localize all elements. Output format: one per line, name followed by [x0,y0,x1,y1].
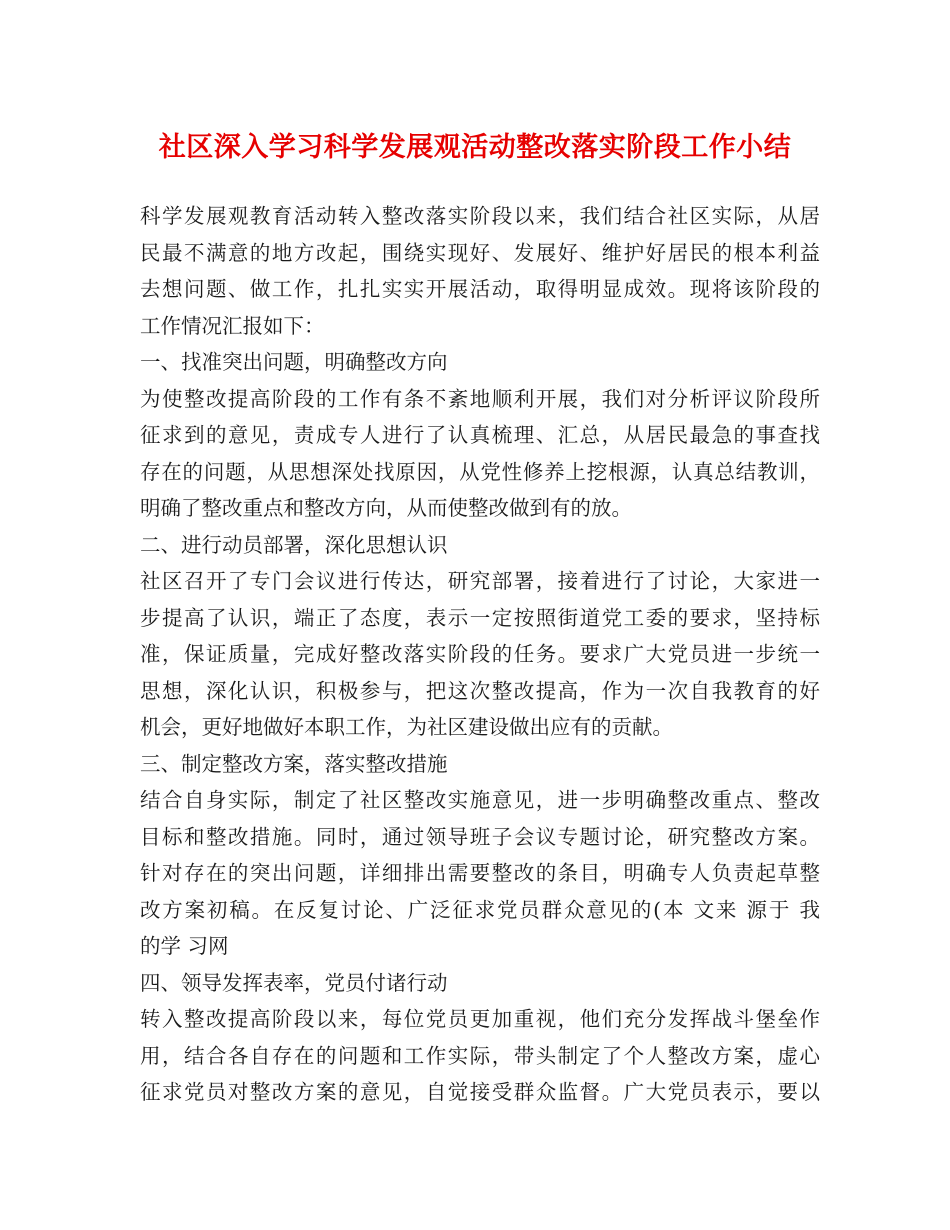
body-line: 民最不满意的地方改起，围绕实现好、发展好、维护好居民的根本利益 [140,240,820,265]
body-line: 工作情况汇报如下： [140,313,325,338]
body-line: 征求到的意见，责成专人进行了认真梳理、汇总，从居民最急的事查找 [140,423,820,447]
body-line: 用，结合各自存在的问题和工作实际，带头制定了个人整改方案，虚心 [140,1043,820,1068]
body-line: 征求党员对整改方案的意见，自觉接受群众监督。广大党员表示，要以 [140,1080,820,1104]
body-line: 明确了整改重点和整改方向，从而使整改做到有的放。 [140,496,632,520]
document-title: 社区深入学习科学发展观活动整改落实阶段工作小结 [158,132,792,163]
body-line: 为使整改提高阶段的工作有条不紊地顺利开展，我们对分析评议阶段所 [140,386,820,411]
body-line: 结合自身实际，制定了社区整改实施意见，进一步明确整改重点、整改 [140,788,820,812]
body-line: 二、进行动员部署，深化思想认识 [140,532,448,557]
body-line: 改方案初稿。在反复讨论、广泛征求党员群众意见的(本 文来 源于 我 [140,897,820,922]
body-line: 准，保证质量，完成好整改落实阶段的任务。要求广大党员进一步统一 [140,642,820,666]
body-line: 科学发展观教育活动转入整改落实阶段以来，我们结合社区实际，从居 [140,204,820,228]
body-line: 针对存在的突出问题，详细排出需要整改的条目，明确专人负责起草整 [140,861,820,885]
body-line: 一、找准突出问题，明确整改方向 [140,350,448,374]
body-line: 转入整改提高阶段以来，每位党员更加重视，他们充分发挥战斗堡垒作 [140,1007,820,1031]
body-line: 四、领导发挥表率，党员付诸行动 [140,970,448,995]
body-line: 去想问题、做工作，扎扎实实开展活动，取得明显成效。现将该阶段的 [140,277,820,301]
body-line: 目标和整改措施。同时，通过领导班子会议专题讨论，研究整改方案。 [140,824,820,849]
body-line: 步提高了认识，端正了态度，表示一定按照街道党工委的要求，坚持标 [140,605,820,630]
body-line: 思想，深化认识，积极参与，把这次整改提高，作为一次自我教育的好 [140,678,820,703]
body-line: 存在的问题，从思想深处找原因，从党性修养上挖根源，认真总结教训， [140,459,820,484]
body-line: 三、制定整改方案，落实整改措施 [140,751,448,776]
body-line: 社区召开了专门会议进行传达，研究部署，接着进行了讨论，大家进一 [140,569,820,593]
body-line: 的学 习网 [140,934,229,958]
body-line: 机会，更好地做好本职工作，为社区建设做出应有的贡献。 [140,715,673,739]
document-body [140,198,820,1111]
